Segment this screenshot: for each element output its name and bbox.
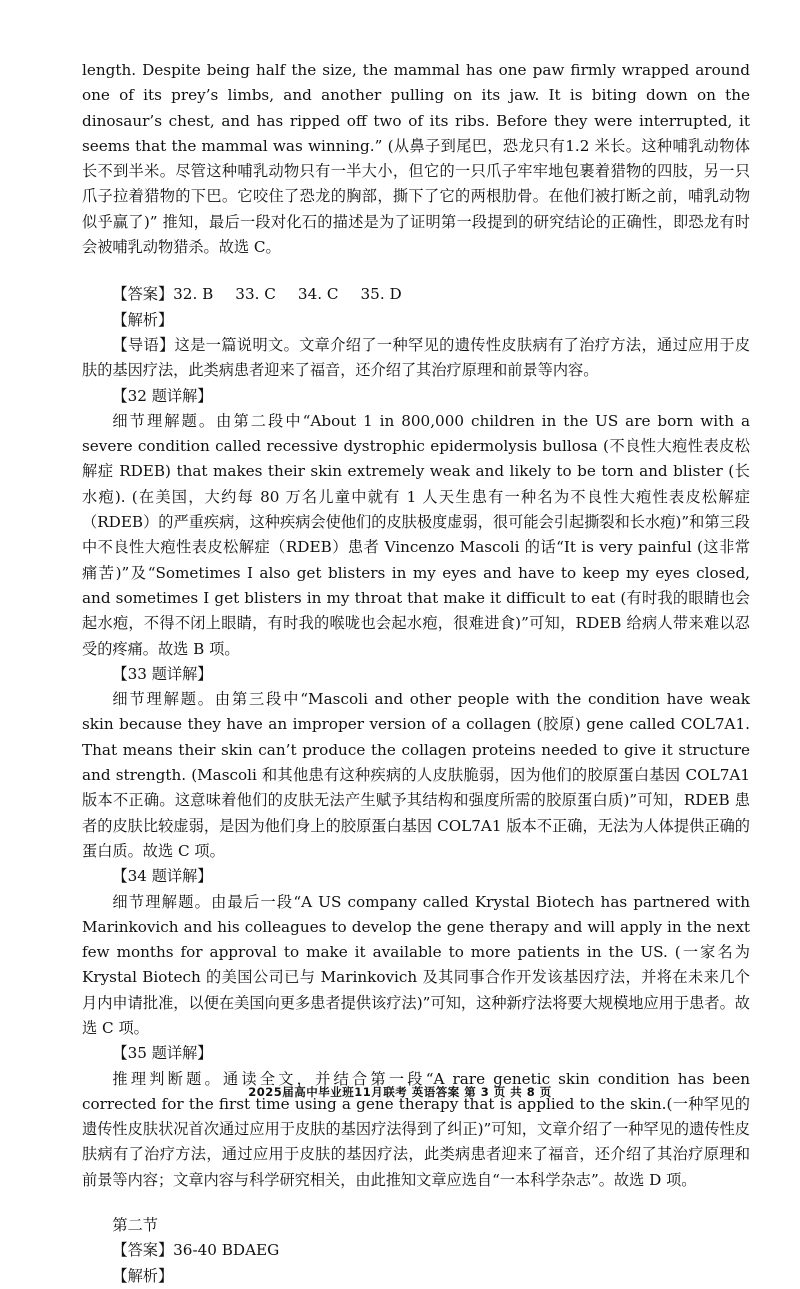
question-32-heading: 【32 题详解】	[112, 386, 213, 405]
section-2-answer-value: 36-40 BDAEG	[173, 1241, 280, 1260]
analysis-label: 【解析】	[112, 310, 174, 329]
question-33-heading: 【33 题详解】	[112, 664, 213, 683]
section-2-answer-label: 【答案】	[112, 1241, 174, 1260]
answer-label: 【答案】	[112, 285, 174, 304]
section-2-analysis-label: 【解析】	[112, 1266, 174, 1285]
intro-paragraph: length. Despite being half the size, the mammal has one paw firmly wrapped around one of its prey’s limbs, and another pulling on its jaw. It is biting down on the dinosaur’s chest, and has ripped off two of its ribs. Before they were interrupted, it seems that the mammal was winning.” (从鼻子到尾巴，恐龙只有1.2 米长。这种哺乳动物体长不到半米。尽管这种哺乳动物只有一半大小，但它的一只爪子牢牢地包裹着猎物的四肢，另一只爪子拉着猎物的下巴。它咬住了恐龙的胸部，撕下了它的两根肋骨。在他们被打断之前，哺乳动物似乎赢了)” 推知，最后一段对化石的描述是为了证明第一段提到的研究结论的正确性，即恐龙有时会被哺乳动物猎杀。故选 C。	[82, 61, 750, 257]
question-34-heading: 【34 题详解】	[112, 867, 213, 886]
question-34-body: 细节理解题。由最后一段“A US company called Krystal Biotech has partnered with Marinkovich and his colleagues to develop the gene therapy and will apply in the next few months for approval to make it available to more patients in the US. (一家名为 Krystal Biotech 的美国公司已与 Marinkovich 及其同事合作开发该基因疗法，并将在未来几个月内申请批准，以便在美国向更多患者提供该疗法)”可知，这种新疗法将要大规模地应用于患者。故选 C 项。	[82, 892, 750, 1037]
intro-note-text: 这是一篇说明文。文章介绍了一种罕见的遗传性皮肤病有了治疗方法，通过应用于皮肤的基因疗法，此类病患者迎来了福音，还介绍了其治疗原理和前景等内容。	[82, 335, 751, 380]
question-33-body: 细节理解题。由第三段中“Mascoli and other people with the condition have weak skin because they have an improper version of a collagen (胶原) gene called COL7A1. That means their skin can’t produce the collagen proteins needed to give it structure and strength. (Mascoli 和其他患有这种疾病的人皮肤脆弱，因为他们的胶原蛋白基因 COL7A1 版本不正确。这意味着他们的皮肤无法产生赋予其结构和强度所需的胶原蛋白质)”可知，RDEB 患者的皮肤比较虚弱，是因为他们身上的胶原蛋白基因 COL7A1 版本不正确，无法为人体提供正确的蛋白质。故选 C 项。	[82, 690, 750, 860]
answer-key-line	[82, 282, 750, 307]
page-content	[82, 58, 750, 1289]
answer-item: 33. C	[235, 285, 276, 304]
answer-item: 34. C	[297, 285, 339, 304]
question-32-body: 细节理解题。由第二段中“About 1 in 800,000 children in the US are born with a severe condition called recessive dystrophic epidermolysis bullosa (不良性大疱性表皮松解症 RDEB) that makes their skin extremely weak and likely to be torn and blister (长水疱). (在美国，大约每 80 万名儿童中就有 1 人天生患有一种名为不良性大疱性表皮松解症（RDEB）的严重疾病，这种疾病会使他们的皮肤极度虚弱，很可能会引起撕裂和长水疱)”和第三段中不良性大疱性表皮松解症（RDEB）患者 Vincenzo Mascoli 的话“It is very painful (这非常痛苦)”及“Sometimes I also get blisters in my eyes and have to keep my eyes closed, and sometimes I get blisters in my throat that make it difficult to eat (有时我的眼睛也会起水疱，不得不闭上眼睛，有时我的喉咙也会起水疱，很难进食)”可知，RDEB 给病人带来难以忍受的疼痛。故选 B 项。	[82, 411, 750, 658]
answer-item: 32. B	[173, 285, 214, 304]
intro-note-label: 【导语】	[112, 335, 175, 354]
answer-item: 35. D	[360, 285, 402, 304]
section-2-title: 第二节	[112, 1216, 158, 1235]
section-2-answer	[82, 1238, 750, 1263]
question-35-body: 推理判断题。通读全文，并结合第一段“A rare genetic skin condition has been corrected for the first time using a gene therapy that is applied to the skin.(一种罕见的遗传性皮肤状况首次通过应用于皮肤的基因疗法得到了纠正)”可知，文章介绍了一种罕见的遗传性皮肤病有了治疗方法，通过应用于皮肤的基因疗法，此类病患者迎来了福音，还介绍了其治疗原理和前景等内容；文章内容与科学研究相关，由此推知文章应选自“一本科学杂志”。故选 D 项。	[82, 1069, 750, 1189]
intro-note	[82, 333, 750, 384]
page-footer: 2025届高中毕业班11月联考 英语答案 第 3 页 共 8 页	[248, 1085, 552, 1099]
question-35-heading: 【35 题详解】	[112, 1044, 213, 1063]
